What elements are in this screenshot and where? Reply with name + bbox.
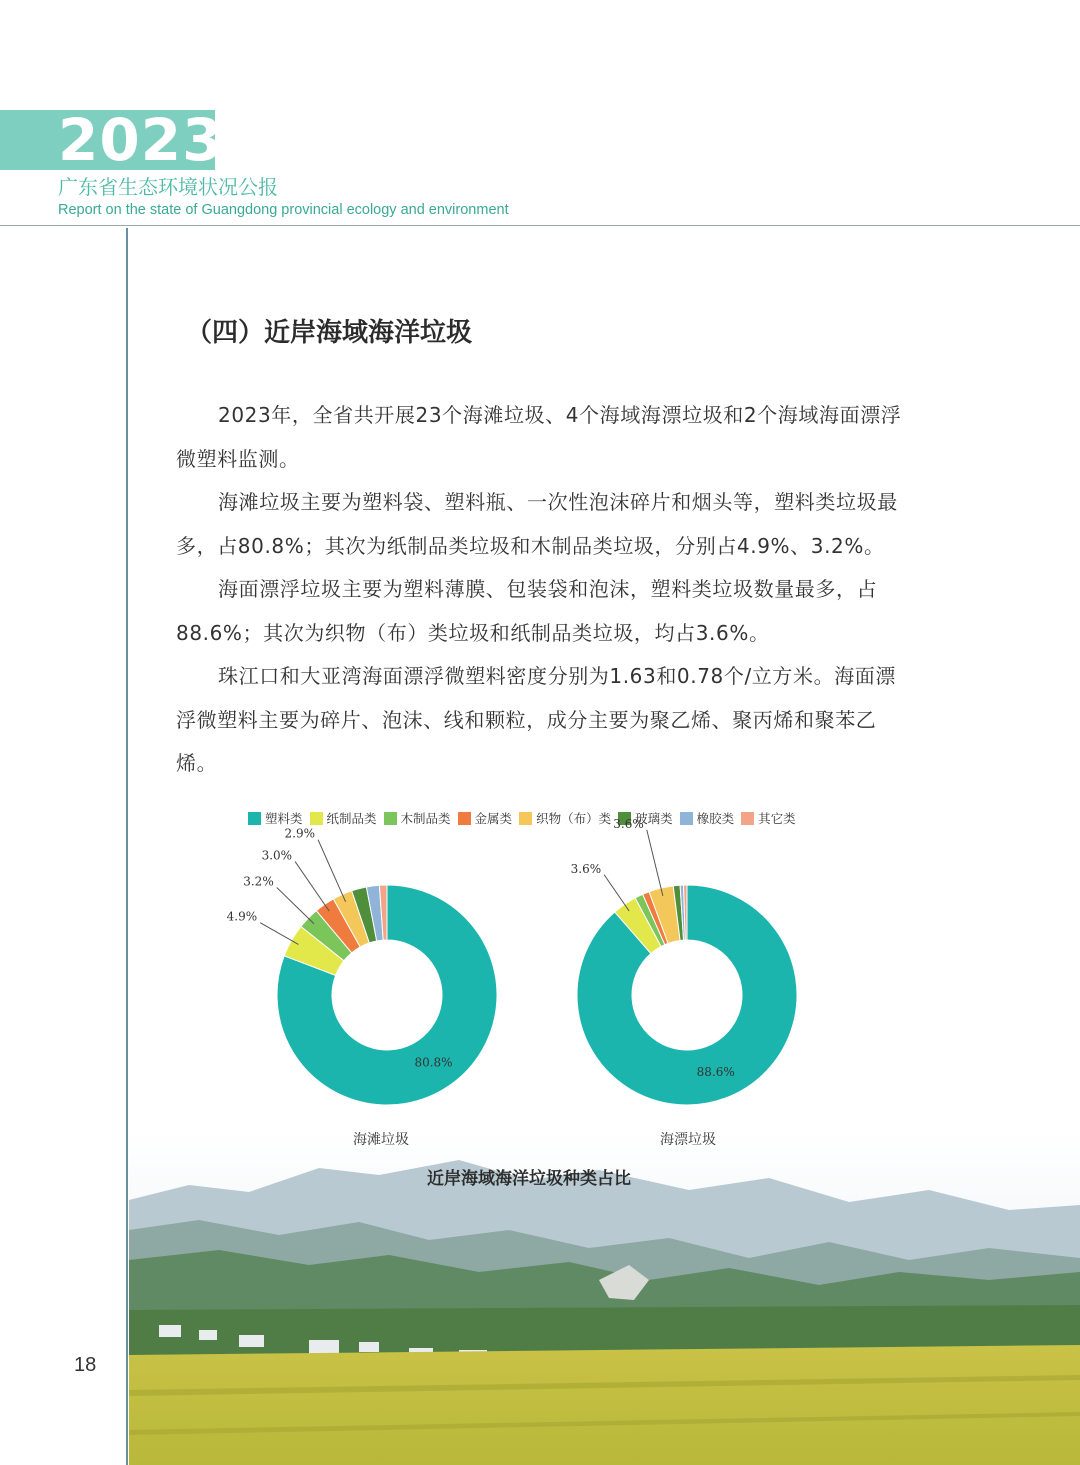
label-leader-line [604,875,629,911]
page-number: 18 [74,1354,97,1376]
paragraph-4: 珠江口和大亚湾海面漂浮微塑料密度分别为1.63和0.78个/立方米。海面漂浮微塑料主要为碎片、泡沫、线和颗粒，成分主要为聚乙烯、聚丙烯和聚苯乙烯。 [176,664,896,775]
slice-label: 3.6% [613,816,644,831]
legend-label: 织物（布）类 [536,811,612,826]
report-year: 2023 [58,106,224,174]
slice-label: 2.9% [284,826,316,841]
figure-title: 近岸海域海洋垃圾种类占比 [427,1169,631,1189]
label-leader-line [647,830,663,896]
slice-label: 3.6% [570,861,602,876]
label-leader-line [318,840,346,902]
report-title-en: Report on the state of Guangdong provincial ecology and environment [58,202,509,218]
slice-label: 88.6% [696,1064,735,1079]
legend-label: 其它类 [758,811,796,826]
label-leader-line [260,923,298,945]
legend-label: 木制品类 [400,811,451,826]
paragraph-3: 海面漂浮垃圾主要为塑料薄膜、包装袋和泡沫，塑料类垃圾数量最多，占88.6%；其次为织物（布）类垃圾和纸制品类垃圾，均占3.6%。 [176,577,878,645]
legend-label: 塑料类 [265,811,303,826]
chart-caption-beach: 海滩垃圾 [353,1132,409,1148]
legend-label: 玻璃类 [635,811,673,826]
legend-label: 橡胶类 [696,811,735,826]
paragraph-2: 海滩垃圾主要为塑料袋、塑料瓶、一次性泡沫碎片和烟头等，塑料类垃圾最多，占80.8%；其次为纸制品类垃圾和木制品类垃圾，分别占4.9%、3.2%。 [176,490,898,558]
label-leader-line [277,887,314,923]
legend-label: 纸制品类 [326,811,377,826]
legend-label: 金属类 [474,811,513,826]
slice-label: 80.8% [414,1055,453,1070]
report-title-cn: 广东省生态环境状况公报 [58,175,278,199]
paragraph-1: 2023年，全省共开展23个海滩垃圾、4个海域海漂垃圾和2个海域海面漂浮微塑料监测。 [176,403,902,471]
slice-label: 4.9% [226,909,258,924]
chart-caption-floating: 海漂垃圾 [660,1132,716,1148]
slice-label: 3.2% [243,874,274,889]
slice-label: 3.0% [261,848,293,863]
section-title: （四）近岸海域海洋垃圾 [186,318,473,348]
label-leader-line [295,862,329,911]
